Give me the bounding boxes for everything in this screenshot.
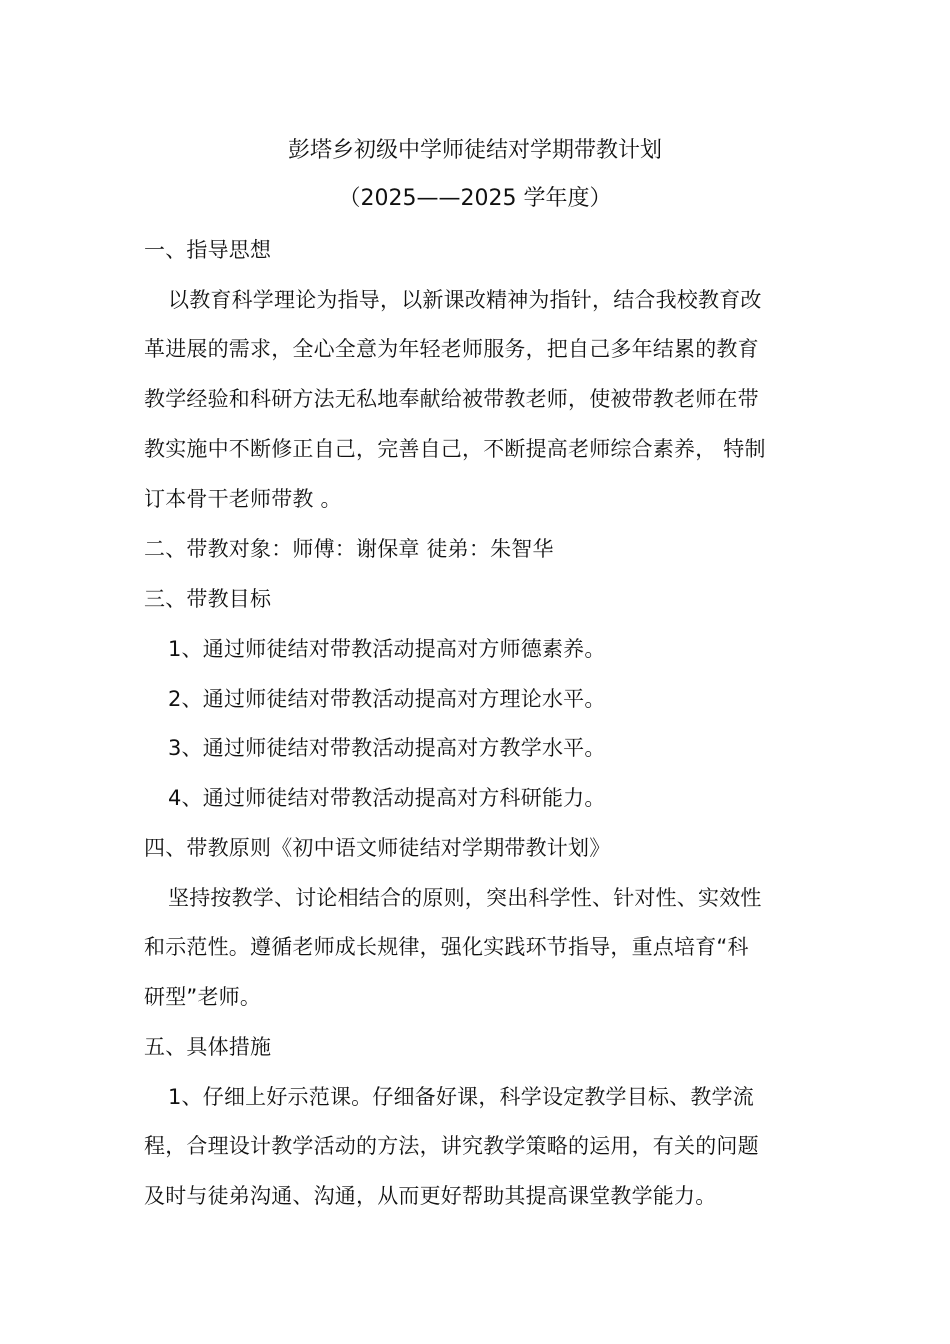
document-title: 彭塔乡初级中学师徒结对学期带教计划 bbox=[287, 138, 662, 163]
list-item: 4、通过师徒结对带教活动提高对方科研能力。 bbox=[168, 786, 606, 810]
list-item: 1、通过师徒结对带教活动提高对方师德素养。 bbox=[168, 637, 606, 661]
section-heading-mentoring-pair: 二、带教对象：师傅：谢保章 徒弟：朱智华 bbox=[144, 537, 554, 561]
paragraph-line: 革进展的需求，全心全意为年轻老师服务，把自己多年结累的教育 bbox=[144, 337, 759, 361]
paragraph-line: 程，合理设计教学活动的方法，讲究教学策略的运用，有关的问题 bbox=[144, 1134, 759, 1158]
paragraph-line: 教实施中不断修正自己，完善自己，不断提高老师综合素养， 特制 bbox=[144, 437, 766, 461]
paragraph-line: 及时与徒弟沟通、沟通，从而更好帮助其提高课堂教学能力。 bbox=[144, 1184, 717, 1208]
paragraph-line: 教学经验和科研方法无私地奉献给被带教老师，使被带教老师在带 bbox=[144, 387, 759, 411]
paragraph-line: 和示范性。遵循老师成长规律，强化实践环节指导，重点培育“科 bbox=[144, 935, 749, 959]
section-heading-guiding-ideology: 一、指导思想 bbox=[144, 238, 272, 262]
paragraph-line: 以教育科学理论为指导，以新课改精神为指针，结合我校教育改 bbox=[168, 288, 762, 312]
section-heading-mentoring-goals: 三、带教目标 bbox=[144, 587, 272, 611]
paragraph-line: 研型”老师。 bbox=[144, 985, 262, 1009]
paragraph-line: 订本骨干老师带教 。 bbox=[144, 487, 342, 511]
section-heading-mentoring-principles: 四、带教原则《初中语文师徒结对学期带教计划》 bbox=[144, 836, 611, 860]
list-item: 2、通过师徒结对带教活动提高对方理论水平。 bbox=[168, 687, 606, 711]
paragraph-line: 1、仔细上好示范课。仔细备好课，科学设定教学目标、教学流 bbox=[168, 1085, 754, 1109]
document-subtitle: （2025——2025 学年度） bbox=[338, 186, 612, 211]
paragraph-line: 坚持按教学、讨论相结合的原则，突出科学性、针对性、实效性 bbox=[168, 886, 762, 910]
section-heading-specific-measures: 五、具体措施 bbox=[144, 1035, 272, 1059]
list-item: 3、通过师徒结对带教活动提高对方教学水平。 bbox=[168, 736, 606, 760]
